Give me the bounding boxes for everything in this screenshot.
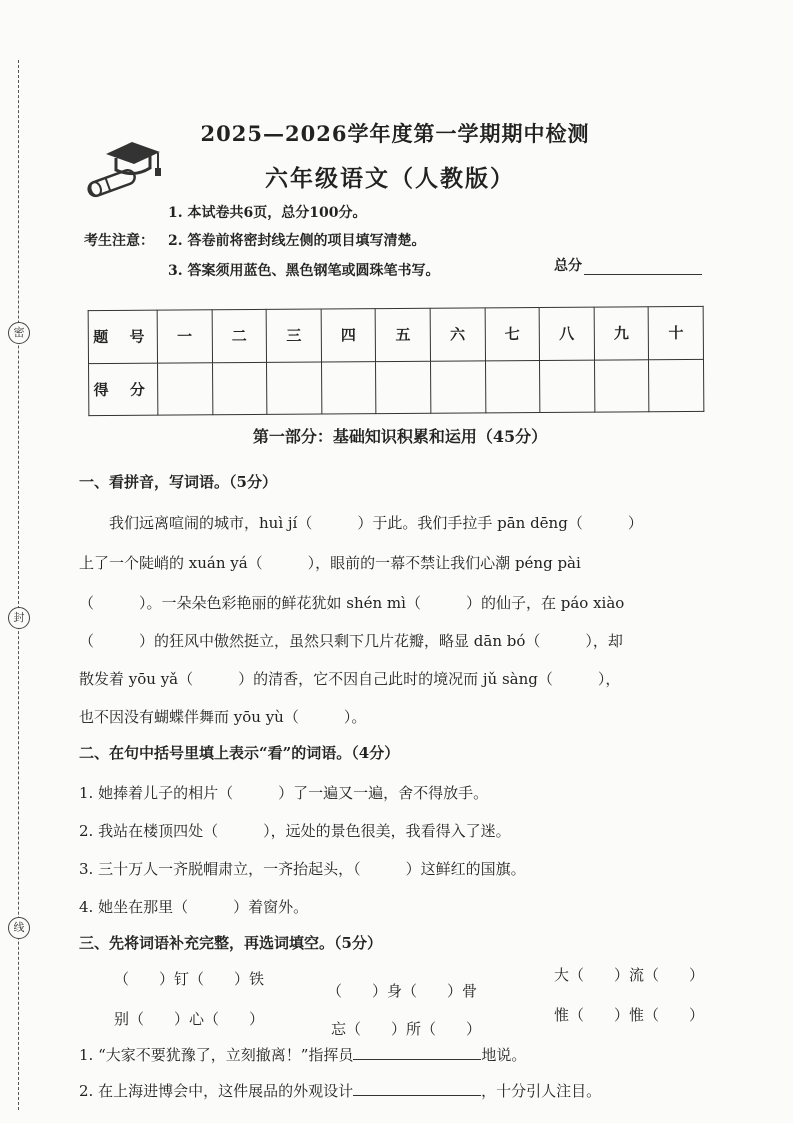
idiom-blank: 惟（ ）惟（ ）: [554, 1006, 705, 1024]
score-cell: [594, 359, 649, 412]
question-line: 散发着 yōu yǎ（ ）的清香，它不因自己此时的境况而 jǔ sàng（ ），: [79, 670, 621, 688]
binding-mark: 密: [8, 322, 30, 344]
score-table-column: 二: [212, 309, 267, 362]
graduation-cap-icon: [82, 128, 174, 200]
score-table-column: 四: [321, 309, 376, 362]
score-table-column: 三: [266, 309, 321, 362]
idiom-blank: （ ）身（ ）骨: [327, 982, 478, 1000]
score-cell: [158, 362, 213, 415]
total-score-blank: [584, 260, 702, 275]
question-line: 4. 她坐在那里（ ）着窗外。: [79, 898, 309, 916]
total-score: [554, 255, 702, 275]
score-table: [88, 306, 705, 416]
question-line: 也不因没有蝴蝶伴舞而 yōu yù（ ）。: [79, 708, 367, 726]
score-table-column: 五: [376, 308, 431, 361]
score-cell: [485, 360, 540, 413]
score-table-column: 八: [539, 307, 594, 360]
score-cell: [321, 361, 376, 414]
notice-label: 考生注意：: [84, 233, 154, 249]
score-cell: [376, 361, 431, 414]
total-score-label: 总分: [554, 258, 582, 274]
notice-item: 2. 答卷前将密封线左侧的项目填写清楚。: [168, 233, 426, 249]
question-line: 3. 三十万人一齐脱帽肃立，一齐抬起头，（ ）这鲜红的国旗。: [79, 860, 526, 878]
idiom-blank: 大（ ）流（ ）: [554, 966, 705, 984]
fill-sentence: [79, 1080, 601, 1101]
binding-mark: 线: [8, 917, 30, 939]
sentence-text: ，十分引人注目。: [481, 1082, 602, 1100]
question-heading: 三、先将词语补充完整，再选词填空。（5分）: [79, 934, 382, 952]
question-line: 2. 我站在楼顶四处（ ），远处的景色很美，我看得入了迷。: [79, 822, 511, 840]
question-heading: 二、在句中括号里填上表示“看”的词语。（4分）: [79, 744, 400, 762]
score-table-column: 九: [594, 307, 649, 360]
idiom-blank: 忘（ ）所（ ）: [331, 1020, 482, 1038]
idiom-blank: 别（ ）心（ ）: [114, 1010, 265, 1028]
score-cell: [540, 360, 595, 413]
part-title: 第一部分：基础知识积累和运用（45分）: [252, 427, 548, 446]
score-table-column: 一: [157, 310, 212, 363]
sentence-text: 地说。: [481, 1046, 527, 1064]
sentence-text: 2. 在上海进博会中，这件展品的外观设计: [79, 1082, 354, 1100]
question-line: 上了一个陡峭的 xuán yá（ ），眼前的一幕不禁让我们心潮 péng pài: [79, 554, 581, 572]
binding-mark: 封: [8, 607, 30, 629]
notice-item: 1. 本试卷共6页，总分100分。: [168, 205, 367, 221]
idiom-blank: （ ）钉（ ）铁: [114, 970, 265, 988]
score-table-row-label: 题 号: [88, 310, 157, 363]
question-line: （ ）。一朵朵色彩艳丽的鲜花犹如 shén mì（ ）的仙子，在 páo xiào: [79, 594, 625, 612]
question-line: （ ）的狂风中傲然挺立，虽然只剩下几片花瓣，略显 dān bó（ ），却: [79, 632, 623, 650]
question-heading: 一、看拼音，写词语。（5分）: [79, 473, 277, 491]
notice-item: 3. 答案须用蓝色、黑色钢笔或圆珠笔书写。: [168, 263, 440, 279]
question-line: 我们远离喧闹的城市，huì jí（ ）于此。我们手拉手 pān dēng（ ）: [79, 514, 643, 532]
exam-subtitle: 六年级语文（人教版）: [265, 165, 515, 192]
answer-blank: [353, 1081, 481, 1096]
answer-blank: [353, 1045, 481, 1060]
score-cell: [649, 359, 704, 412]
score-table-column: 七: [485, 307, 540, 360]
binding-line: [18, 60, 19, 1110]
fill-sentence: [79, 1044, 526, 1065]
score-cell: [430, 360, 485, 413]
score-table-column: 十: [648, 306, 703, 359]
score-cell: [267, 362, 322, 415]
score-cell: [212, 362, 267, 415]
score-table-row-label: 得 分: [89, 363, 158, 416]
question-line: 1. 她捧着儿子的相片（ ）了一遍又一遍，舍不得放手。: [79, 784, 489, 802]
score-table-column: 六: [430, 308, 485, 361]
exam-title: 2025—2026学年度第一学期期中检测: [200, 121, 590, 146]
sentence-text: 1. “大家不要犹豫了，立刻撤离！”指挥员: [79, 1046, 354, 1064]
